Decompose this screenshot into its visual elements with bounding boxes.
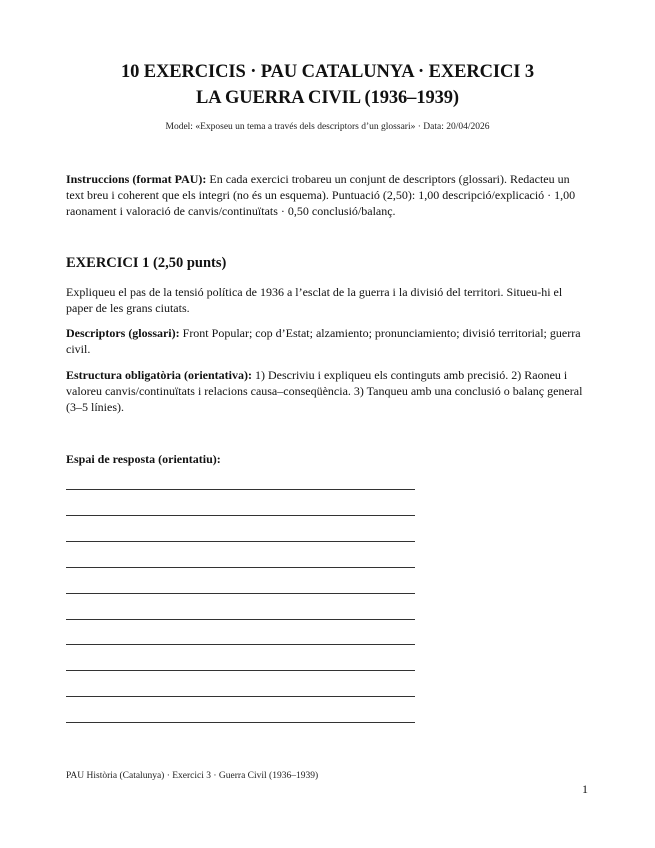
descriptors-paragraph bbox=[66, 326, 586, 358]
structure-text: 1) Descriviu i expliqueu els continguts amb precisió. 2) Raoneu i valoreu canvis/continuïtats i relacions causa–conseqüència. 3) Tanqueu amb una conclusió o balanç general (3–5 línies). bbox=[66, 368, 583, 414]
descriptors-label: Descriptors (glossari): bbox=[66, 326, 180, 340]
exercise-statement: Expliqueu el pas de la tensió política de 1936 a l’esclat de la guerra i la divisió del territori. Situeu-hi el paper de les grans ciutats. bbox=[66, 285, 563, 315]
answer-line bbox=[66, 489, 415, 490]
footer-text: PAU Història (Catalunya) · Exercici 3 · Guerra Civil (1936–1939) bbox=[66, 771, 319, 781]
structure-label: Estructura obligatòria (orientativa): bbox=[66, 368, 252, 382]
answer-line bbox=[66, 567, 415, 568]
exercise-heading: EXERCICI 1 (2,50 punts) bbox=[66, 255, 227, 271]
answer-line bbox=[66, 541, 415, 542]
page-number: 1 bbox=[582, 782, 588, 796]
instructions-label: Instruccions (format PAU): bbox=[66, 172, 207, 186]
answer-line bbox=[66, 619, 415, 620]
model-date-line: Model: «Exposeu un tema a través dels descriptors d’un glossari» · Data: 20/04/2026 bbox=[165, 122, 490, 132]
answer-line bbox=[66, 593, 415, 594]
descriptors-text: Front Popular; cop d’Estat; alzamiento; pronunciamiento; divisió territorial; guerra civil. bbox=[66, 326, 581, 356]
answer-line bbox=[66, 722, 415, 723]
answer-line bbox=[66, 515, 415, 516]
instructions-text: En cada exercici trobareu un conjunt de descriptors (glossari). Redacteu un text breu i coherent que els integri (no és un esquema). Puntuació (2,50): 1,00 descripció/explicació · 1,00 raonament i valoració de canvis/continuïtats · 0,50 conclusió/balanç. bbox=[66, 172, 576, 218]
answer-line bbox=[66, 644, 415, 645]
instructions-paragraph bbox=[66, 172, 586, 219]
title-line-1: 10 EXERCICIS · PAU CATALUNYA · EXERCICI 3 bbox=[120, 62, 535, 82]
answer-line bbox=[66, 670, 415, 671]
answer-line bbox=[66, 696, 415, 697]
structure-paragraph bbox=[66, 368, 586, 415]
answer-space-label: Espai de resposta (orientatiu): bbox=[66, 452, 221, 466]
title-line-2: LA GUERRA CIVIL (1936–1939) bbox=[195, 88, 459, 108]
